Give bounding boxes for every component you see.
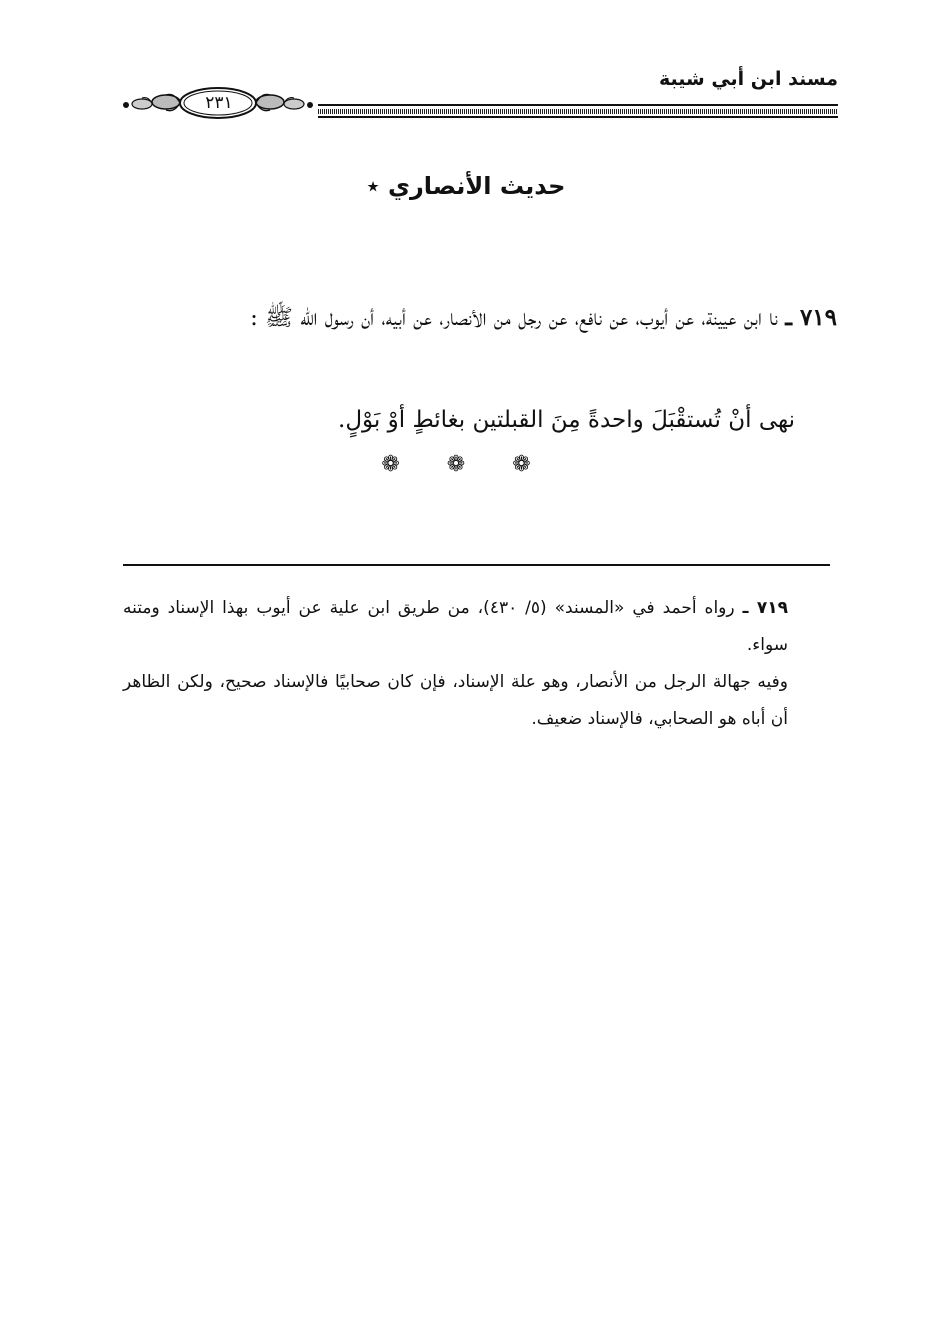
- footnote: [123, 590, 788, 738]
- footnote-line: [123, 590, 788, 664]
- page-header: [118, 66, 838, 126]
- hadith-text: نهى أنْ تُستقْبَلَ واحدةً مِنَ القبلتين بغائطٍ أوْ بَوْلٍ.: [338, 407, 795, 433]
- footnote-line1: رواه أحمد في «المسند» (٥/ ٤٣٠)، من طريق ابن علية عن أيوب بهذا الإسناد ومتنه سواء.: [123, 598, 788, 655]
- page-number: ٢٣١: [205, 93, 233, 113]
- hadith-chain: نا ابن عيينة، عن أيوب، عن نافع، عن رجل من الأنصار، عن أبيه، أن رسول الله ﷺ :: [250, 305, 778, 331]
- footnote-number: ٧١٩ ـ: [742, 598, 789, 618]
- running-title: مسند ابن أبي شيبة: [658, 68, 838, 90]
- footnote-line2: وفيه جهالة الرجل من الأنصار، وهو علة الإسناد، فإن كان صحابيًا فالإسناد صحيح، ولكن الظاهر أن أباه هو الصحابي، فالإسناد ضعيف.: [123, 672, 788, 729]
- section-title: حديث الأنصاري ٭: [366, 172, 566, 200]
- hadith-paragraph: [115, 292, 837, 344]
- header-rule: [318, 104, 838, 118]
- footnote-rule: [123, 564, 830, 566]
- section-separator: ❁ ❁ ❁: [381, 452, 551, 477]
- hadith-number: ٧١٩ ـ: [785, 304, 837, 331]
